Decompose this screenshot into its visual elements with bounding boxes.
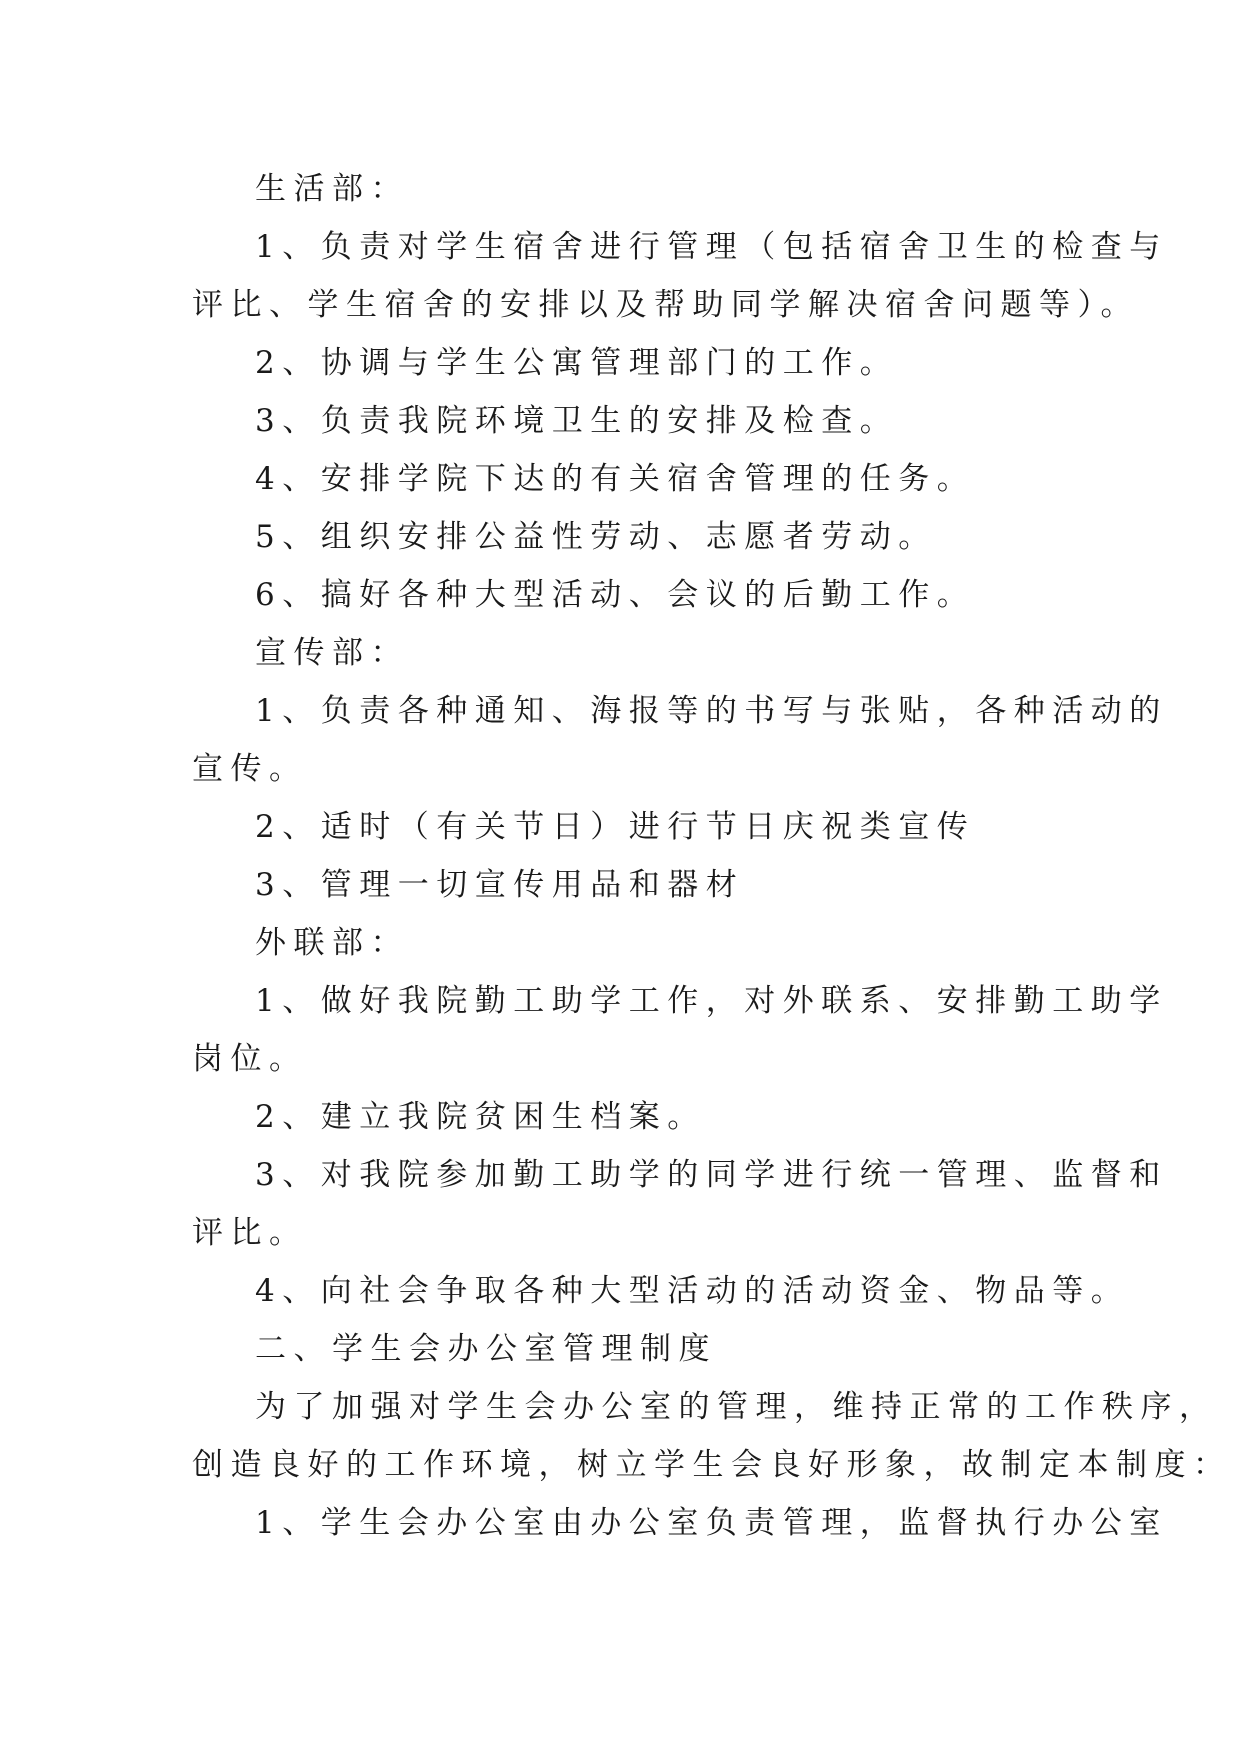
text-line: 创造良好的工作环境，树立学生会良好形象，故制定本制度： xyxy=(192,1447,1232,1483)
text-line: 1、做好我院勤工助学工作，对外联系、安排勤工助学 xyxy=(255,983,1168,1019)
text-line: 评比、学生宿舍的安排以及帮助同学解决宿舍问题等）。 xyxy=(192,287,1139,323)
text-line: 3、对我院参加勤工助学的同学进行统一管理、监督和 xyxy=(255,1157,1168,1193)
text-line: 外联部： xyxy=(255,925,409,961)
document-body xyxy=(192,160,1232,1552)
text-line: 生活部： xyxy=(255,171,409,207)
text-line: 二、学生会办公室管理制度 xyxy=(255,1331,717,1367)
text-line: 宣传。 xyxy=(192,751,308,787)
text-line: 6、搞好各种大型活动、会议的后勤工作。 xyxy=(255,577,976,613)
text-line: 2、协调与学生公寓管理部门的工作。 xyxy=(255,345,899,381)
text-line: 宣传部： xyxy=(255,635,409,671)
text-line: 4、向社会争取各种大型活动的活动资金、物品等。 xyxy=(255,1273,1130,1309)
text-line: 4、安排学院下达的有关宿舍管理的任务。 xyxy=(255,461,976,497)
text-line: 5、组织安排公益性劳动、志愿者劳动。 xyxy=(255,519,937,555)
text-line: 1、负责对学生宿舍进行管理（包括宿舍卫生的检查与 xyxy=(255,229,1168,265)
text-line: 3、管理一切宣传用品和器材 xyxy=(255,867,745,903)
text-line: 3、负责我院环境卫生的安排及检查。 xyxy=(255,403,899,439)
text-line: 评比。 xyxy=(192,1215,308,1251)
text-line: 1、负责各种通知、海报等的书写与张贴，各种活动的 xyxy=(255,693,1168,729)
text-line: 2、适时（有关节日）进行节日庆祝类宣传 xyxy=(255,809,976,845)
text-line: 1、学生会办公室由办公室负责管理，监督执行办公室 xyxy=(255,1505,1168,1541)
text-line: 为了加强对学生会办公室的管理，维持正常的工作秩序， xyxy=(255,1389,1218,1425)
text-line: 2、建立我院贫困生档案。 xyxy=(255,1099,706,1135)
text-line: 岗位。 xyxy=(192,1041,308,1077)
